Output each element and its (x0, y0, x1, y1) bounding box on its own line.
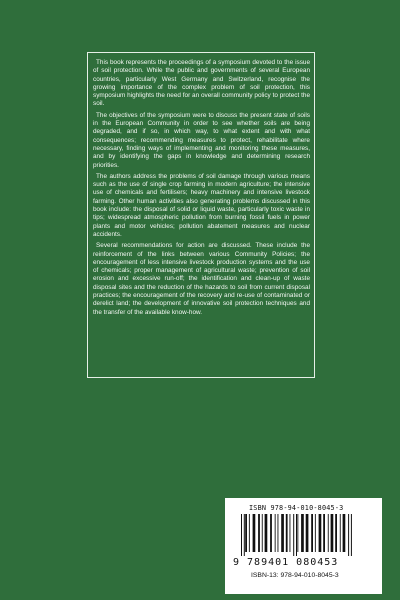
barcode-digits: 9 789401 080453 (233, 557, 339, 568)
barcode-bar (275, 514, 276, 552)
blurb-paragraph-2: The objectives of the symposium were to discuss the present state of soils in the European Community in order to see whether soils are being degraded, and if so, in which way, to what extent and with what consequences; recommending measures to protect, rehabilitate where necessary, finding ways of implementing and monitoring these measures, and by identifying the gaps in knowledge and determining research priorities. (93, 111, 310, 169)
blurb-paragraph-3: The authors address the problems of soil damage through various means such as the use of single crop farming in modern agriculture; the intensive use of chemicals and fertilisers; heavy machinery and intensive livestock farming. Other human activities also generating problems discussed in this book include: the disposal of solid or liquid waste, particularly toxic waste in tips; widespread atmospheric pollution from burning fossil fuels in power plants and motor vehicles; pollution abatement measures and nuclear accidents. (93, 172, 310, 238)
barcode-bar (306, 514, 309, 552)
blurb-paragraph-1: This book represents the proceedings of a symposium devoted to the issue of soil protection. While the public and governments of several European countries, particularly West Germany and Switzerland, recognise the growing importance of the complex problem of soil protection, this symposium highlights the need for an overall community policy to protect the soil. (93, 59, 310, 108)
barcode-bar (315, 514, 316, 552)
barcode-bar (290, 514, 291, 552)
isbn-label-bottom: ISBN-13: 978-94-010-8045-3 (251, 572, 339, 579)
barcode-bar (351, 514, 352, 556)
barcode-bar (270, 514, 272, 552)
blurb-paragraph-4: Several recommendations for action are discussed. These include the reinforcement of the links between various Community Policies; the encouragement of less intensive livestock production systems and the use of chemicals; proper management of agricultural waste; prevention of soil erosion and excessive run-off; the identification and clean-up of waste disposal sites and the reduction of the hazards to soil from current disposal practices; the encouragement of the recovery and re-use of contaminated or derelict land; the development of innovative soil protection techniques and the transfer of the available know-how. (93, 242, 310, 316)
barcode-bar (323, 514, 325, 552)
barcode-bar (253, 514, 256, 552)
isbn-label-top: ISBN 978-94-010-8045-3 (249, 504, 344, 512)
barcode-bar (265, 514, 268, 552)
blurb-text-box (87, 52, 315, 378)
barcode-bar (262, 514, 263, 552)
barcode-bar (296, 514, 297, 556)
barcode-bar (311, 514, 313, 552)
barcode-bar (293, 514, 294, 556)
barcode-bar (331, 514, 334, 552)
barcode-bar (245, 514, 247, 552)
barcode-bar (258, 514, 260, 552)
barcode-bar (335, 514, 337, 552)
barcode-bar (281, 514, 284, 552)
barcode-bar (348, 514, 349, 556)
barcode-panel (225, 498, 382, 594)
barcode-bar (286, 514, 288, 552)
barcode-bars (239, 514, 374, 556)
barcode-bar (301, 514, 304, 552)
barcode-bar (297, 514, 298, 552)
barcode-bar (340, 514, 341, 552)
barcode-bar (343, 514, 346, 552)
barcode-bar (328, 514, 329, 552)
barcode-bar (249, 514, 250, 552)
barcode-bar (241, 514, 242, 556)
barcode-bar (319, 514, 322, 552)
barcode-bar (278, 514, 279, 552)
barcode-bar (244, 514, 245, 556)
